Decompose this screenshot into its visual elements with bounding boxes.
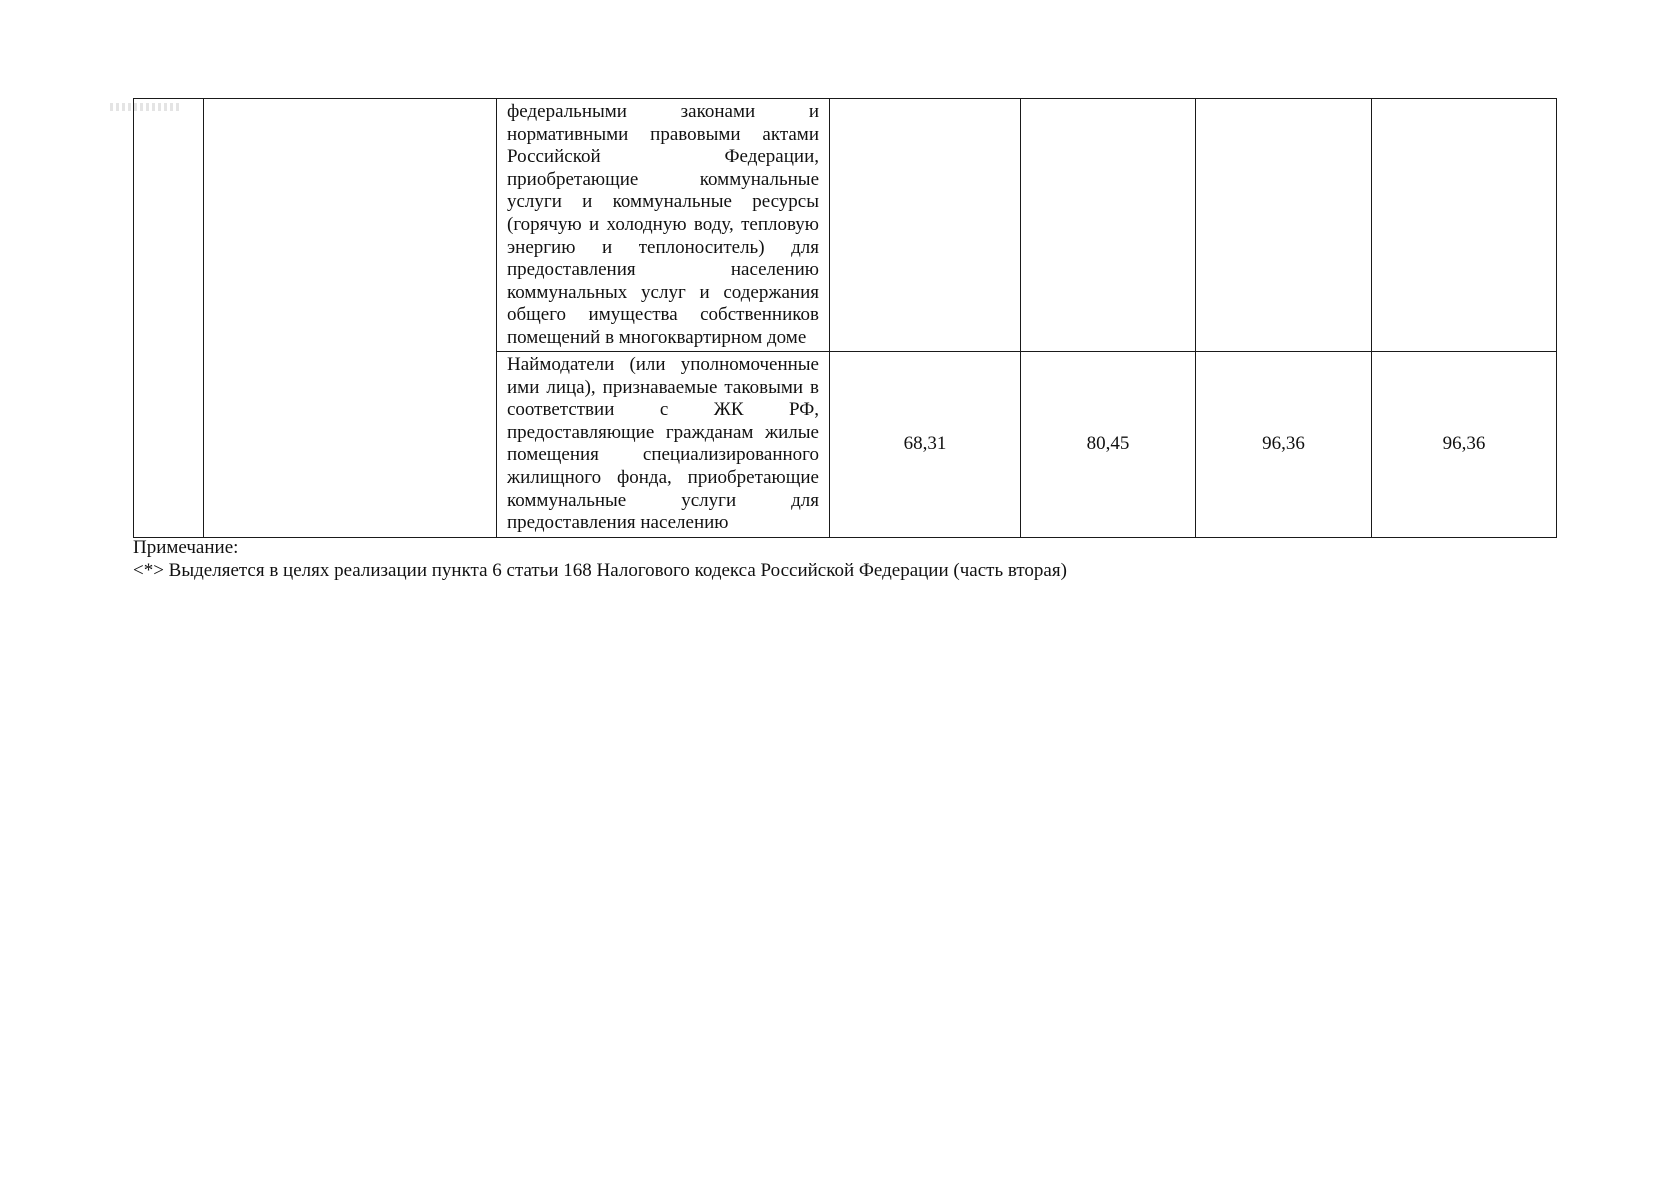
note-text: <*> Выделяется в целях реализации пункта 6 статьи 168 Налогового кодекса Российской Федерации (часть вторая)	[133, 560, 1067, 581]
tariff-value-cell: 68,31	[830, 352, 1021, 538]
consumer-description-cell: федеральными законами и нормативными правовыми актами Российской Федерации, приобретающие коммунальные услуги и коммунальные ресурсы (горячую и холодную воду, тепловую энергию и теплоноситель) для предоставления населению коммунальных услуг и содержания общего имущества собственников помещений в многоквартирном доме	[497, 99, 830, 352]
tariff-value-cell	[830, 99, 1021, 352]
tariff-value-cell	[1021, 99, 1196, 352]
tariff-value-cell: 96,36	[1196, 352, 1372, 538]
service-cell	[204, 99, 497, 538]
tariff-table	[133, 98, 1557, 538]
note-label: Примечание:	[133, 537, 239, 558]
tariff-value-cell	[1372, 99, 1557, 352]
tariff-value-cell: 96,36	[1372, 352, 1557, 538]
tariff-value-cell	[1196, 99, 1372, 352]
table-row	[134, 99, 1557, 352]
tariff-value-cell: 80,45	[1021, 352, 1196, 538]
consumer-description-cell: Наймодатели (или уполномоченные ими лица), признаваемые таковыми в соответствии с ЖК РФ, предоставляющие гражданам жилые помещения специализированного жилищного фонда, приобретающие коммунальные услуги для предоставления населению	[497, 352, 830, 538]
number-cell	[134, 99, 204, 538]
